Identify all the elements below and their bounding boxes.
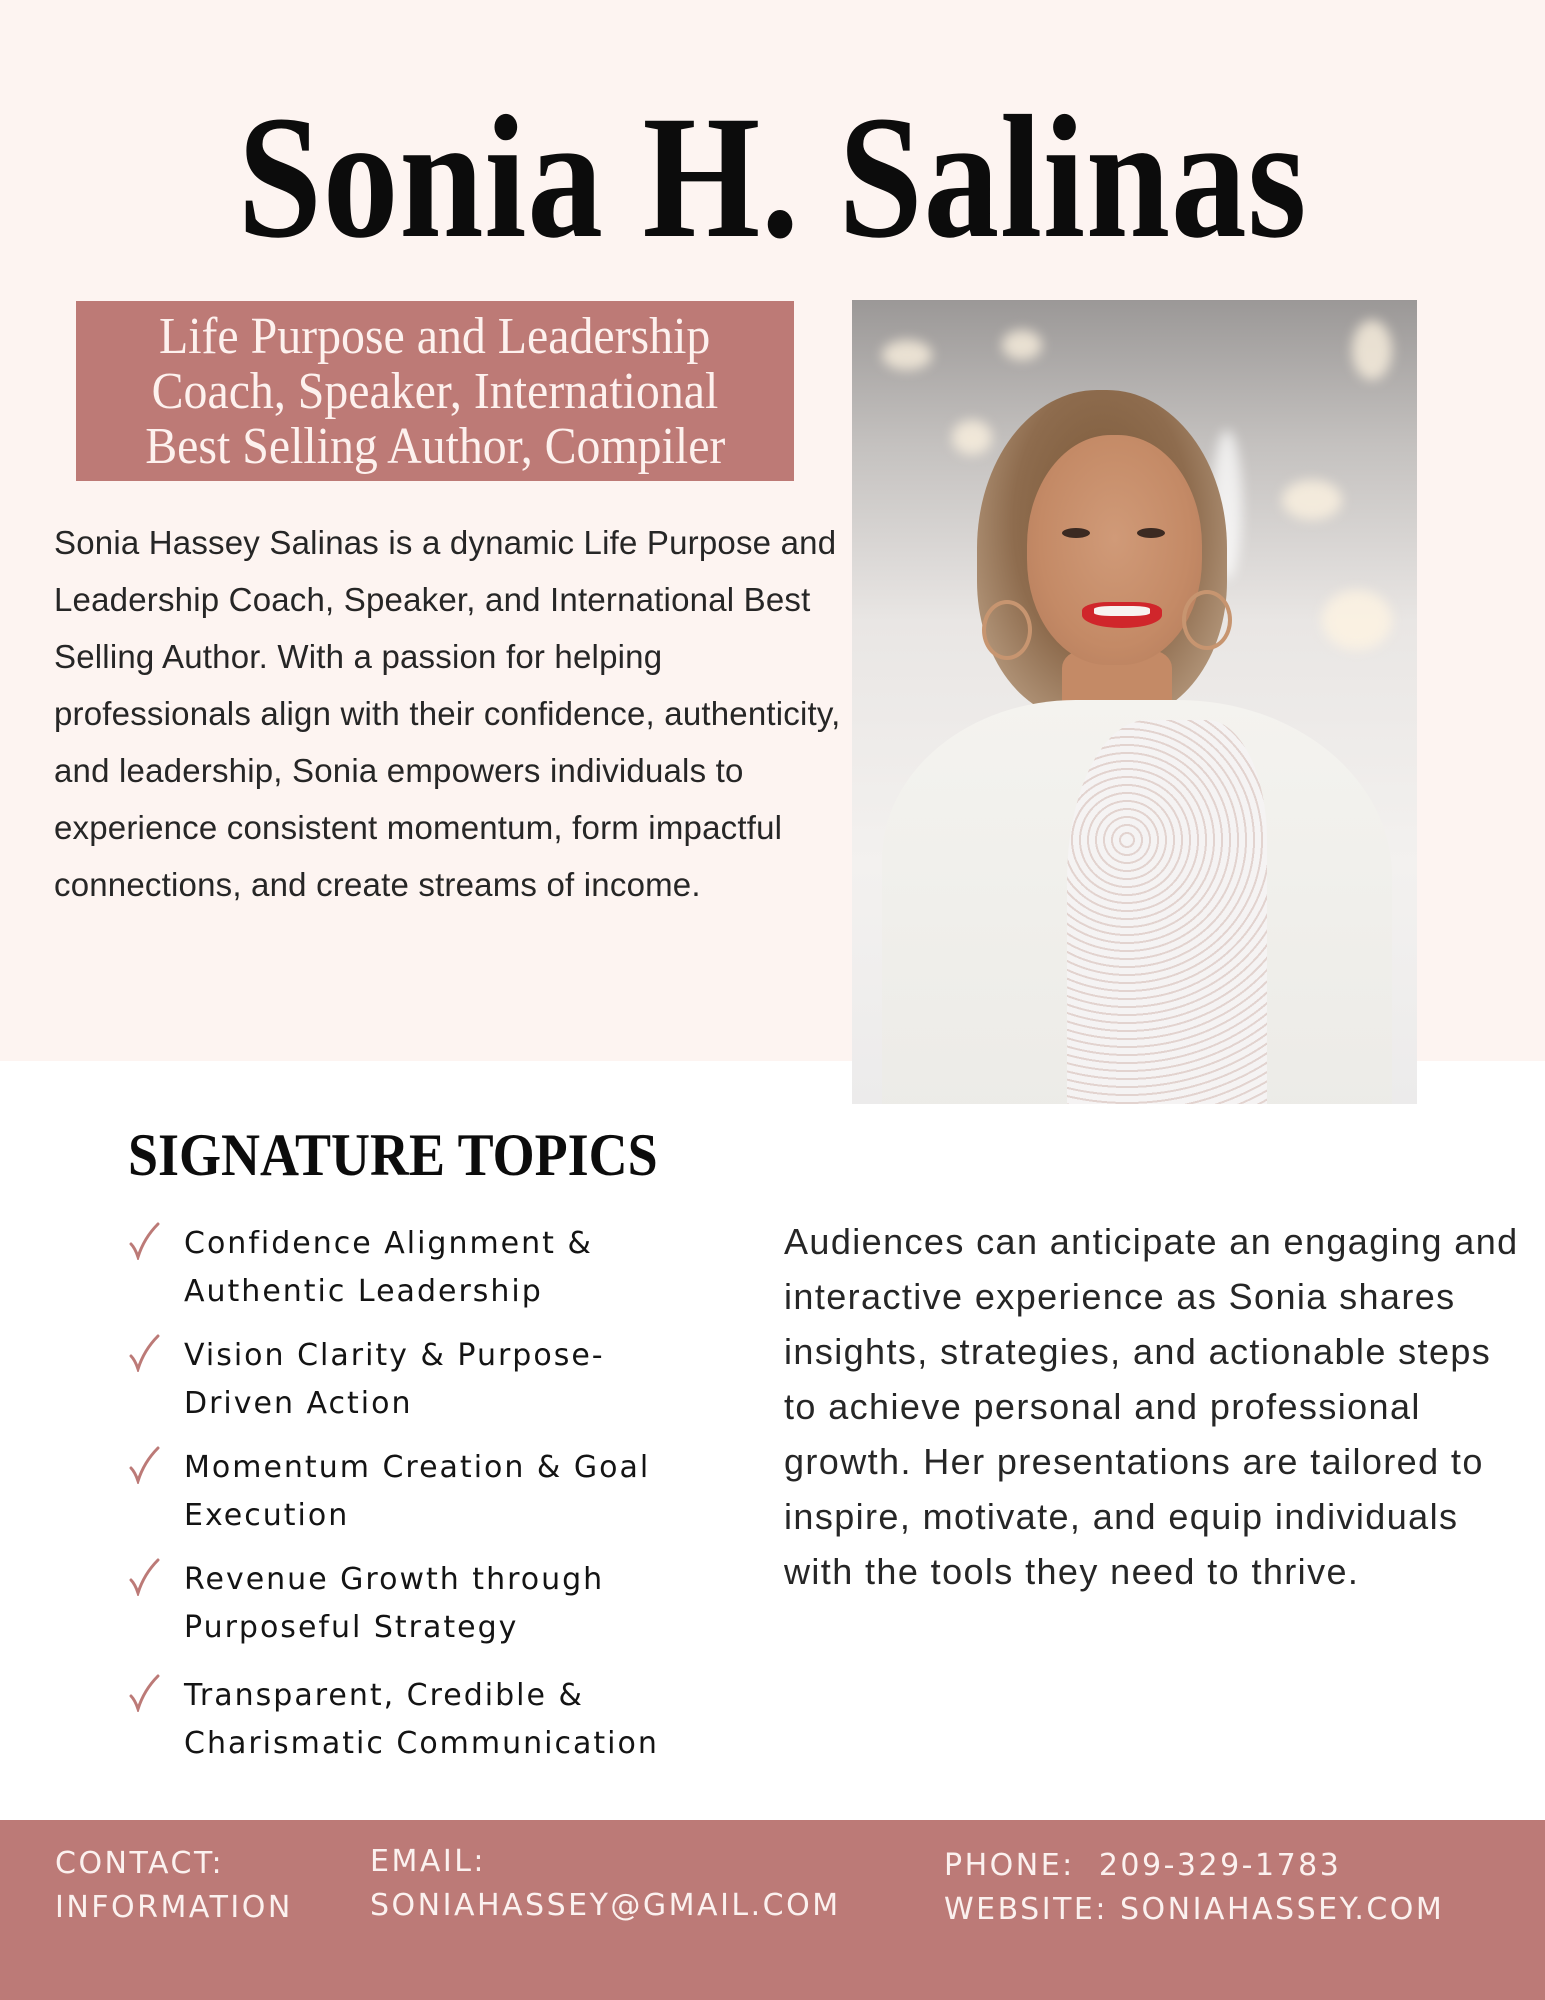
lace-top-shape — [1067, 720, 1267, 1104]
topic-text: Transparent, Credible & Charismatic Communication — [184, 1678, 659, 1761]
topic-item — [124, 1220, 744, 1316]
email-link[interactable]: SONIAHASSEY@GMAIL.COM — [370, 1888, 841, 1923]
eye-shape — [1062, 528, 1090, 538]
checkmark-icon — [128, 1674, 160, 1712]
page-title: Sonia H. Salinas — [237, 80, 1308, 275]
bokeh-light — [1002, 330, 1042, 360]
title-line: Life Purpose and Leadership — [159, 307, 711, 365]
teeth-shape — [1094, 606, 1150, 616]
bio-paragraph: Sonia Hassey Salinas is a dynamic Life Purpose and Leadership Coach, Speaker, and International Best Selling Author. With a passion for helping professionals align with their confidence, authenticity, and leadership, Sonia empowers individuals to experience consistent momentum, form impactful connections, and create streams of income. — [54, 524, 841, 903]
topic-text: Momentum Creation & Goal Execution — [184, 1450, 651, 1533]
email-label: EMAIL: — [370, 1844, 487, 1879]
information-label: INFORMATION — [55, 1890, 293, 1925]
bokeh-light — [1322, 590, 1392, 650]
checkmark-icon — [128, 1446, 160, 1484]
topic-text: Vision Clarity & Purpose-Driven Action — [184, 1338, 605, 1421]
topic-item — [124, 1332, 744, 1428]
eye-shape — [1137, 528, 1165, 538]
contact-label: CONTACT: — [55, 1846, 225, 1881]
contact-heading — [55, 1842, 293, 1930]
checkmark-icon — [128, 1558, 160, 1596]
contact-footer — [0, 1820, 1545, 2000]
title-line: Best Selling Author, Compiler — [144, 417, 726, 475]
topic-item — [124, 1672, 744, 1768]
bokeh-light — [1282, 480, 1342, 520]
topic-item — [124, 1444, 744, 1540]
website-link[interactable]: WEBSITE: SONIAHASSEY.COM — [944, 1892, 1445, 1927]
topic-text: Confidence Alignment & Authentic Leadership — [184, 1226, 593, 1309]
earring-shape — [982, 600, 1032, 660]
topic-text: Revenue Growth through Purposeful Strategy — [184, 1562, 605, 1645]
bokeh-light — [952, 420, 992, 455]
professional-title-box — [76, 301, 794, 481]
earring-shape — [1182, 590, 1232, 650]
phone-website-block — [944, 1844, 1444, 1932]
bokeh-light — [882, 340, 932, 370]
email-block — [370, 1840, 841, 1928]
section-title-signature-topics: SIGNATURE TOPICS — [128, 1122, 658, 1188]
phone-link[interactable]: PHONE: 209-329-1783 — [944, 1848, 1342, 1883]
face-shape — [1027, 435, 1202, 665]
checkmark-icon — [128, 1334, 160, 1372]
portrait-photo — [852, 300, 1417, 1104]
bokeh-light — [1352, 320, 1392, 380]
audience-paragraph: Audiences can anticipate an engaging and interactive experience as Sonia shares insights, strategies, and actionable steps to achieve personal and professional growth. Her presentations are tailored to inspire, motivate, and equip individuals with the tools they need to thrive. — [784, 1221, 1519, 1592]
checkmark-icon — [128, 1222, 160, 1260]
topics-list — [124, 1220, 744, 1784]
topic-item — [124, 1556, 744, 1652]
title-line: Coach, Speaker, International — [151, 362, 719, 420]
